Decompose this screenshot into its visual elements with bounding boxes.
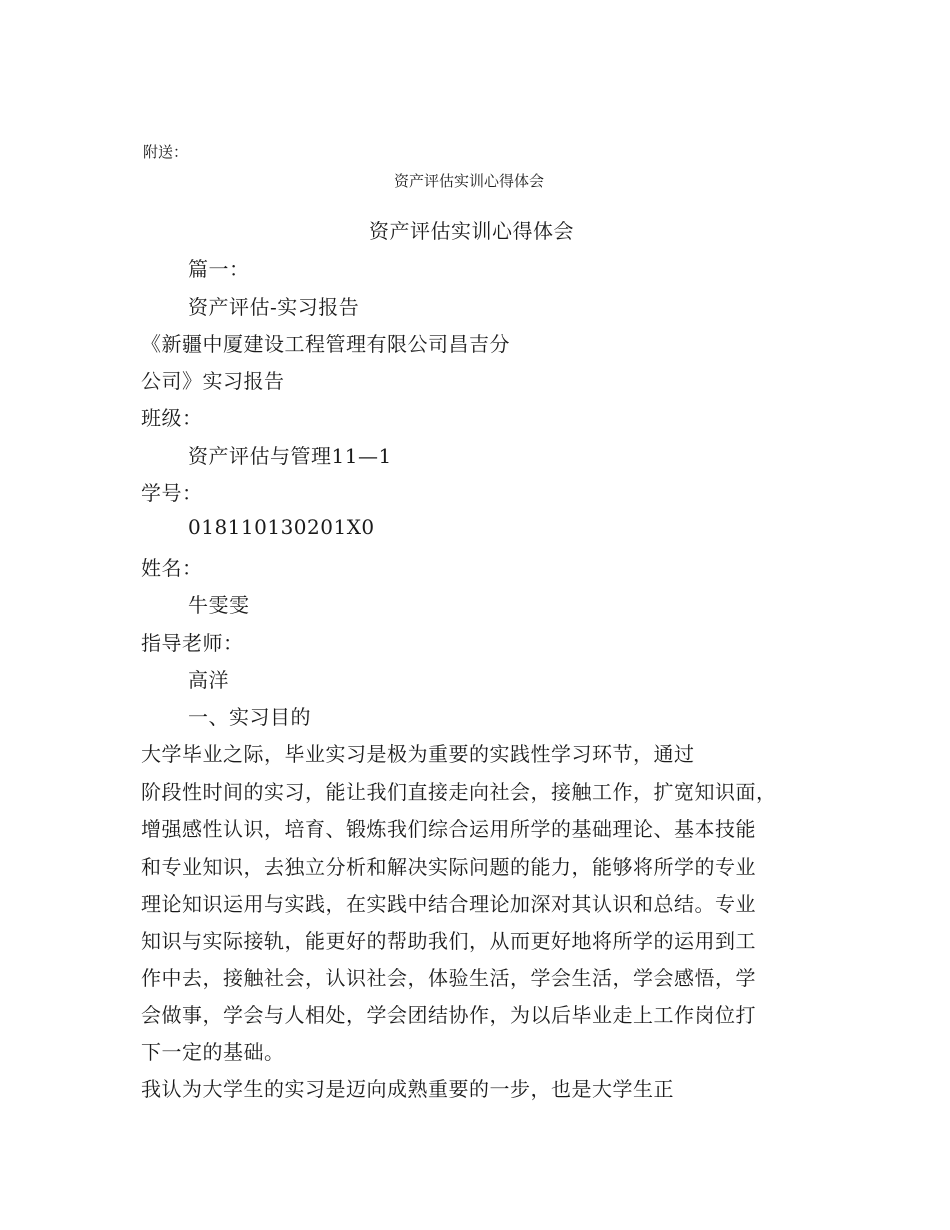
company-line-2: 公司》实习报告 [141,369,285,393]
small-title: 资产评估实训心得体会 [394,172,545,190]
advisor-label: 指导老师： [141,631,244,655]
body-line: 阶段性时间的实习，能让我们直接走向社会，接触工作，扩宽知识面， [141,780,777,804]
student-id-value: 018110130201X0 [188,515,375,539]
document-title: 资产评估实训心得体会 [369,219,574,243]
chapter-label: 篇一： [188,257,250,281]
name-label: 姓名： [141,556,203,580]
company-line-1: 《新疆中厦建设工程管理有限公司昌吉分 [141,332,510,356]
body-line: 和专业知识，去独立分析和解决实际问题的能力，能够将所学的专业 [141,855,756,879]
report-subject: 资产评估-实习报告 [188,295,360,319]
body-line: 作中去，接触社会，认识社会，体验生活，学会生活，学会感悟，学 [141,966,756,990]
body-line: 知识与实际接轨，能更好的帮助我们，从而更好地将所学的运用到工 [141,929,756,953]
class-value: 资产评估与管理11—1 [188,444,392,468]
name-value: 牛雯雯 [188,593,250,617]
body-line: 会做事，学会与人相处，学会团结协作，为以后毕业走上工作岗位打 [141,1003,756,1027]
body-line: 我认为大学生的实习是迈向成熟重要的一步，也是大学生正 [141,1077,674,1101]
section-heading: 一、实习目的 [188,705,311,729]
body-line: 大学毕业之际，毕业实习是极为重要的实践性学习环节，通过 [141,742,695,766]
body-line: 下一定的基础。 [141,1040,285,1064]
class-label: 班级： [141,406,203,430]
body-line: 增强感性认识，培育、锻炼我们综合运用所学的基础理论、基本技能 [141,817,756,841]
attachment-label: 附送： [143,143,189,161]
body-line: 理论知识运用与实践，在实践中结合理论加深对其认识和总结。专业 [141,892,756,916]
student-id-label: 学号： [141,481,203,505]
advisor-value: 高洋 [188,668,229,692]
